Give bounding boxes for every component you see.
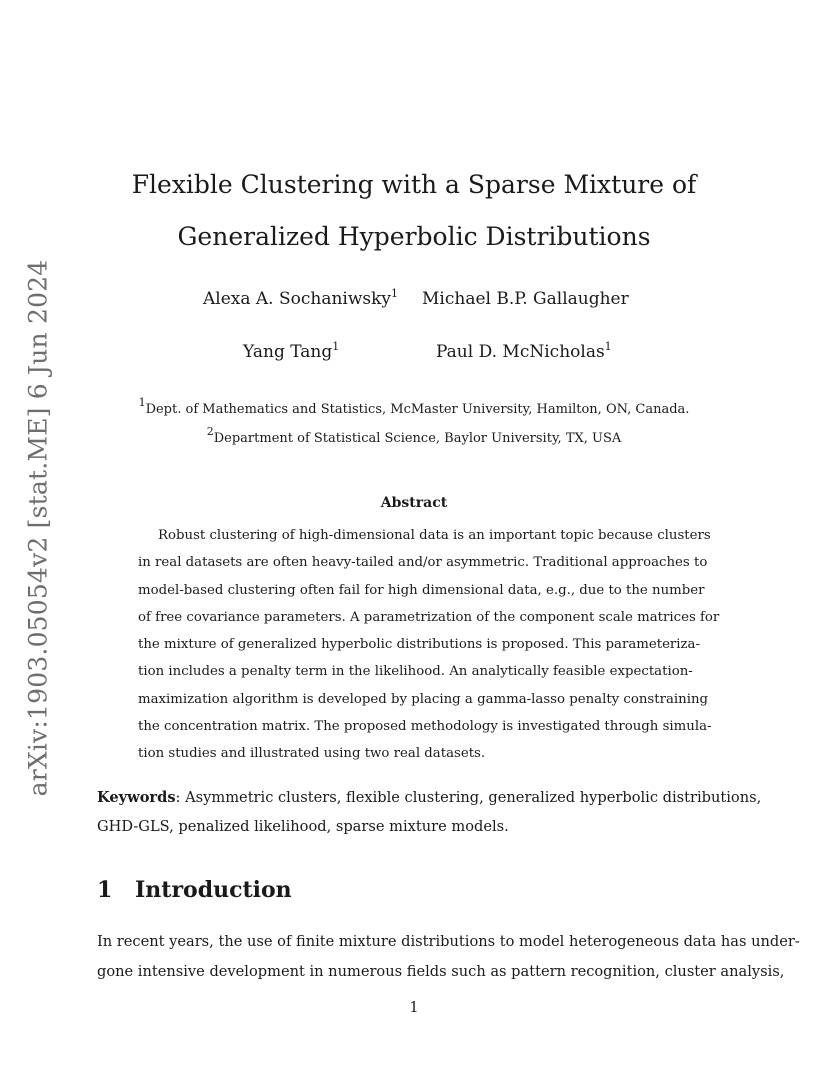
abstract-line: maximization algorithm is developed by placing a gamma-lasso penalty constraining [138, 691, 709, 707]
section-title: Introduction [135, 877, 292, 903]
author-name: Michael B.P. Gallaugher [422, 289, 629, 309]
page-number: 1 [409, 999, 419, 1016]
affiliation-mark: 1 [604, 340, 612, 353]
body-line: In recent years, the use of finite mixture distributions to model heterogeneous data has under- [97, 933, 800, 950]
keywords-text: : Asymmetric clusters, flexible clustering, generalized hyperbolic distributions, [175, 789, 762, 806]
author-name: Yang Tang [243, 342, 333, 362]
affiliation-mark: 2 [206, 425, 214, 438]
affiliation-text: Department of Statistical Science, Baylor University, TX, USA [213, 431, 622, 446]
abstract-line: tion includes a penalty term in the likelihood. An analytically feasible expectation- [138, 664, 693, 680]
abstract-body [138, 522, 720, 768]
author-2 [422, 289, 629, 309]
abstract-line: the concentration matrix. The proposed methodology is investigated through simula- [138, 719, 712, 735]
abstract-line: in real datasets are often heavy-tailed and/or asymmetric. Traditional approaches to [138, 555, 708, 571]
abstract-line: tion studies and illustrated using two real datasets. [138, 746, 486, 762]
keywords-label: Keywords [97, 789, 176, 806]
author-1 [203, 289, 398, 309]
keywords-line-2: GHD-GLS, penalized likelihood, sparse mixture models. [97, 818, 509, 835]
affiliation-mark: 1 [391, 287, 399, 300]
abstract-line: of free covariance parameters. A parametrization of the component scale matrices for [138, 609, 720, 625]
abstract-line: the mixture of generalized hyperbolic distributions is proposed. This parameteriza- [138, 637, 700, 653]
affiliation-mark: 1 [138, 396, 146, 409]
paper-title-line-1: Flexible Clustering with a Sparse Mixture of [131, 170, 697, 199]
body-line: gone intensive development in numerous fields such as pattern recognition, cluster analysis, [97, 963, 785, 980]
section-number: 1 [97, 877, 113, 903]
keywords-line-1 [97, 783, 762, 812]
abstract-line: Robust clustering of high-dimensional data is an important topic because clusters [158, 528, 711, 543]
affiliation-text: Dept. of Mathematics and Statistics, McMaster University, Hamilton, ON, Canada. [145, 402, 690, 417]
author-name: Alexa A. Sochaniwsky [203, 289, 392, 309]
keywords-block [97, 783, 762, 841]
arxiv-identifier-stamp: arXiv:1903.05054v2 [stat.ME] 6 Jun 2024 [23, 259, 53, 797]
abstract-heading: Abstract [380, 495, 448, 511]
introduction-body [97, 927, 800, 987]
abstract-line: model-based clustering often fail for high dimensional data, e.g., due to the number [138, 582, 705, 598]
affiliation-mark: 1 [332, 340, 340, 353]
author-3 [243, 342, 339, 362]
author-4 [436, 342, 612, 362]
affiliation-2 [0, 425, 828, 446]
paper-title-line-2: Generalized Hyperbolic Distributions [177, 222, 651, 251]
author-name: Paul D. McNicholas [436, 342, 605, 362]
affiliation-1 [0, 396, 828, 417]
section-heading-introduction [97, 877, 292, 903]
